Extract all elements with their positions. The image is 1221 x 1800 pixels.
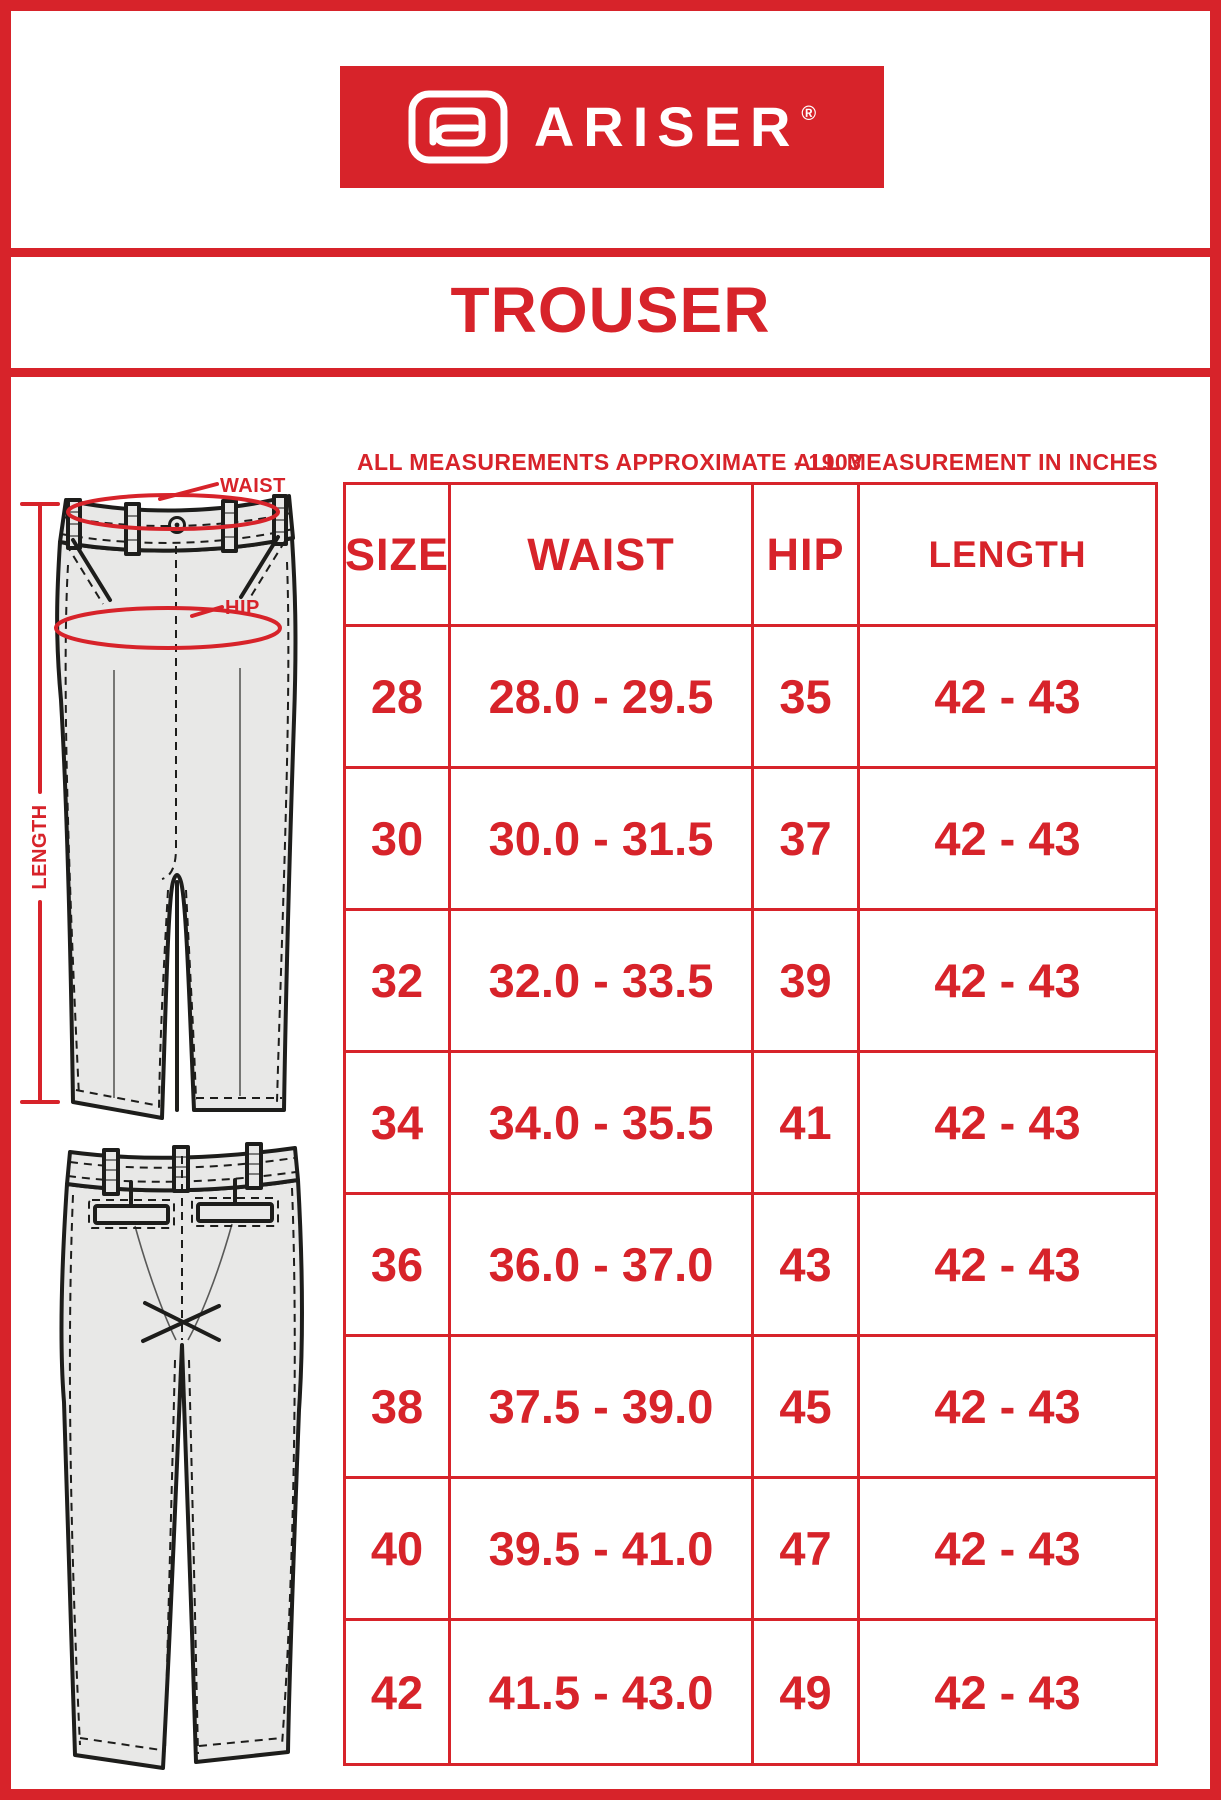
length-annotation (22, 504, 58, 1102)
brand-wordmark (533, 95, 817, 158)
cell-size-32-waist: 32.0 - 33.5 (451, 911, 754, 1053)
trouser-front-illustration (10, 420, 340, 1130)
cell-size-28-hip: 35 (754, 627, 860, 769)
cell-size-36-length: 42 - 43 (860, 1195, 1155, 1337)
divider-top (0, 248, 1221, 257)
header-size: SIZE (346, 485, 451, 627)
note-measurement-units: ALL MEASUREMENT IN INCHES (794, 449, 1158, 475)
cell-size-42-length: 42 - 43 (934, 1665, 1081, 1719)
brand-name: ARISER (533, 95, 800, 158)
cell-size-36-waist: 36.0 - 37.0 (451, 1195, 754, 1337)
cell-size-30-hip: 37 (754, 769, 860, 911)
cell-size-34-hip: 41 (754, 1053, 860, 1195)
header-hip: HIP (754, 485, 860, 627)
brand-banner (340, 66, 884, 188)
registered-trademark: ® (801, 103, 817, 125)
cell-size-34-waist: 34.0 - 35.5 (451, 1053, 754, 1195)
divider-bottom (0, 368, 1221, 377)
hip-label: HIP (225, 597, 260, 619)
cell-size-32-length: 42 - 43 (860, 911, 1155, 1053)
cell-size-30-waist: 30.0 - 31.5 (451, 769, 754, 911)
cell-size-38-hip: 45 (754, 1337, 860, 1479)
cell-size-40-size: 40 (346, 1479, 451, 1621)
cell-size-38-length: 42 - 43 (860, 1337, 1155, 1479)
cell-size-30-size: 30 (346, 769, 451, 911)
cell-size-36-size: 36 (346, 1195, 451, 1337)
length-label: LENGTH (29, 804, 51, 890)
cell-size-42-hip: 49 (754, 1621, 860, 1763)
header-waist: WAIST (451, 485, 754, 627)
trouser-back-illustration (10, 1140, 340, 1800)
cell-size-34-size: 34 (346, 1053, 451, 1195)
size-table (343, 482, 1158, 1766)
cell-size-28-length: 42 - 43 (860, 627, 1155, 769)
cell-size-34-length: 42 - 43 (860, 1053, 1155, 1195)
cell-size-28-size: 28 (346, 627, 451, 769)
header-length: LENGTH (860, 485, 1155, 627)
cell-size-32-hip: 39 (754, 911, 860, 1053)
cell-size-36-hip: 43 (754, 1195, 860, 1337)
cell-size-42-waist: 41.5 - 43.0 (451, 1621, 754, 1763)
cell-size-38-size: 38 (346, 1337, 451, 1479)
brand-a-icon (408, 90, 508, 164)
note-measurements-approximate: ALL MEASUREMENTS APPROXIMATE - 1903 (357, 449, 862, 475)
cell-size-28-waist: 28.0 - 29.5 (451, 627, 754, 769)
cell-size-38-waist: 37.5 - 39.0 (451, 1337, 754, 1479)
cell-size-40-hip: 47 (754, 1479, 860, 1621)
cell-size-40-waist: 39.5 - 41.0 (451, 1479, 754, 1621)
cell-size-42-size: 42 (346, 1621, 451, 1763)
cell-size-32-size: 32 (346, 911, 451, 1053)
page-title: TROUSER (450, 274, 771, 346)
waist-label: WAIST (220, 475, 286, 497)
cell-size-40-length: 42 - 43 (860, 1479, 1155, 1621)
cell-size-30-length: 42 - 43 (860, 769, 1155, 911)
